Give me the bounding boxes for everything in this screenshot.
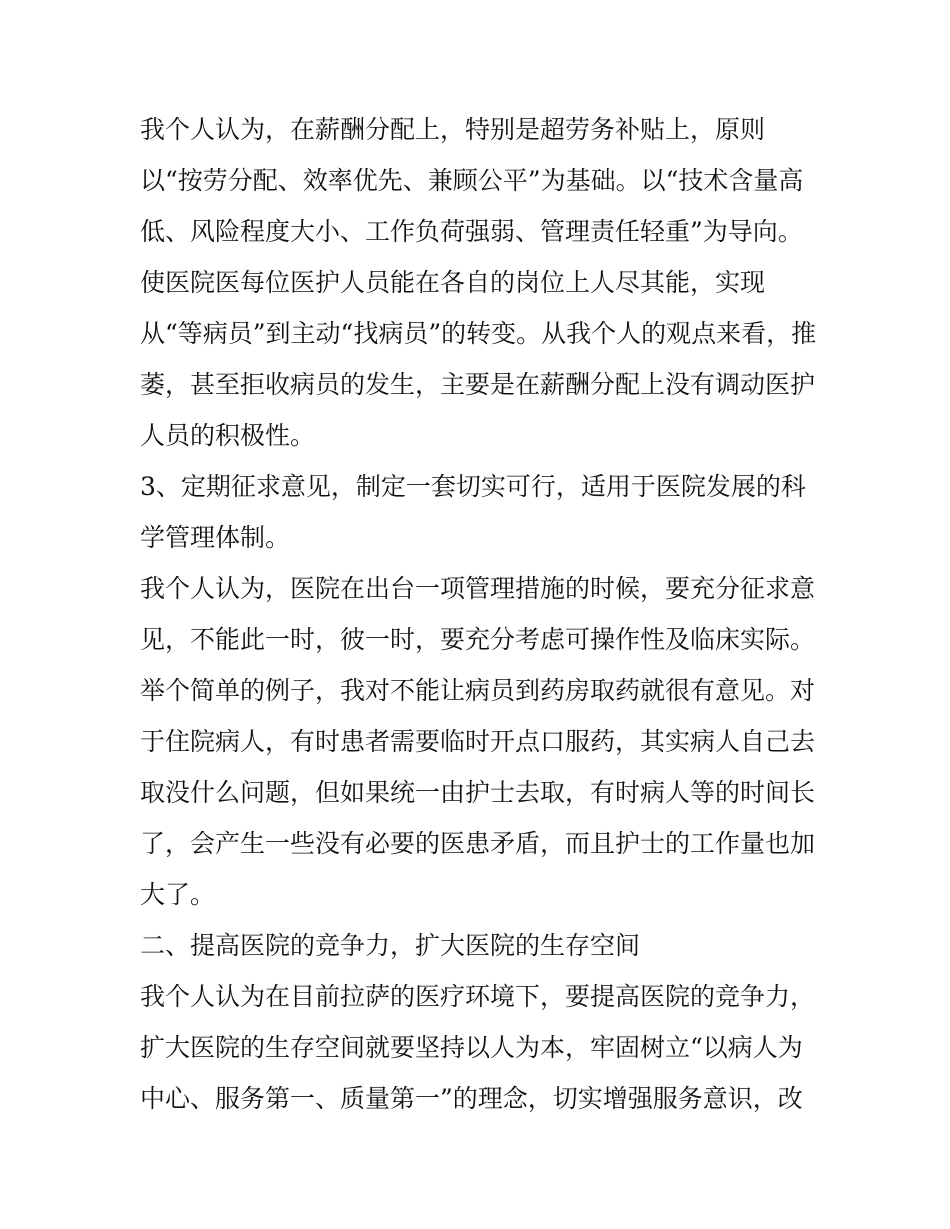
- text-line: 学管理体制。: [140, 523, 291, 552]
- text-line: 大了。: [140, 880, 216, 909]
- text-line: 见，不能此一时，彼一时，要充分考虑可操作性及临床实际。: [140, 625, 816, 654]
- text-line: 了，会产生一些没有必要的医患矛盾，而且护士的工作量也加: [140, 829, 816, 858]
- text-line: 扩大医院的生存空间就要坚持以人为本，牢固树立“以病人为: [140, 1033, 803, 1062]
- text-line: 低、风险程度大小、工作负荷强弱、管理责任轻重”为导向。: [140, 217, 803, 246]
- text-line: 萎，甚至拒收病员的发生，主要是在薪酬分配上没有调动医护: [140, 370, 816, 399]
- text-line: 使医院医每位医护人员能在各自的岗位上人尽其能，实现: [140, 268, 766, 297]
- text-line: 我个人认为，医院在出台一项管理措施的时候，要充分征求意: [140, 574, 816, 603]
- text-line: 以“按劳分配、效率优先、兼顾公平”为基础。以“技术含量高: [140, 166, 804, 195]
- text-line: 于住院病人，有时患者需要临时开点口服药，其实病人自己去: [140, 727, 816, 756]
- text-line: 举个简单的例子，我对不能让病员到药房取药就很有意见。对: [140, 676, 816, 705]
- document-body: [140, 104, 820, 1124]
- text-line: 从“等病员”到主动“找病员”的转变。从我个人的观点来看，推: [140, 319, 817, 348]
- text-line: 人员的积极性。: [140, 421, 316, 450]
- text-line: 3、定期征求意见，制定一套切实可行，适用于医院发展的科: [140, 472, 806, 501]
- text-line: 取没什么问题，但如果统一由护士去取，有时病人等的时间长: [140, 778, 816, 807]
- text-line: 中心、服务第一、质量第一”的理念，切实增强服务意识，改: [140, 1084, 803, 1113]
- section-heading: 二、提高医院的竞争力，扩大医院的生存空间: [140, 931, 641, 960]
- text-line: 我个人认为在目前拉萨的医疗环境下，要提高医院的竞争力，: [140, 982, 816, 1011]
- text-line: 我个人认为，在薪酬分配上，特别是超劳务补贴上，原则: [140, 115, 766, 144]
